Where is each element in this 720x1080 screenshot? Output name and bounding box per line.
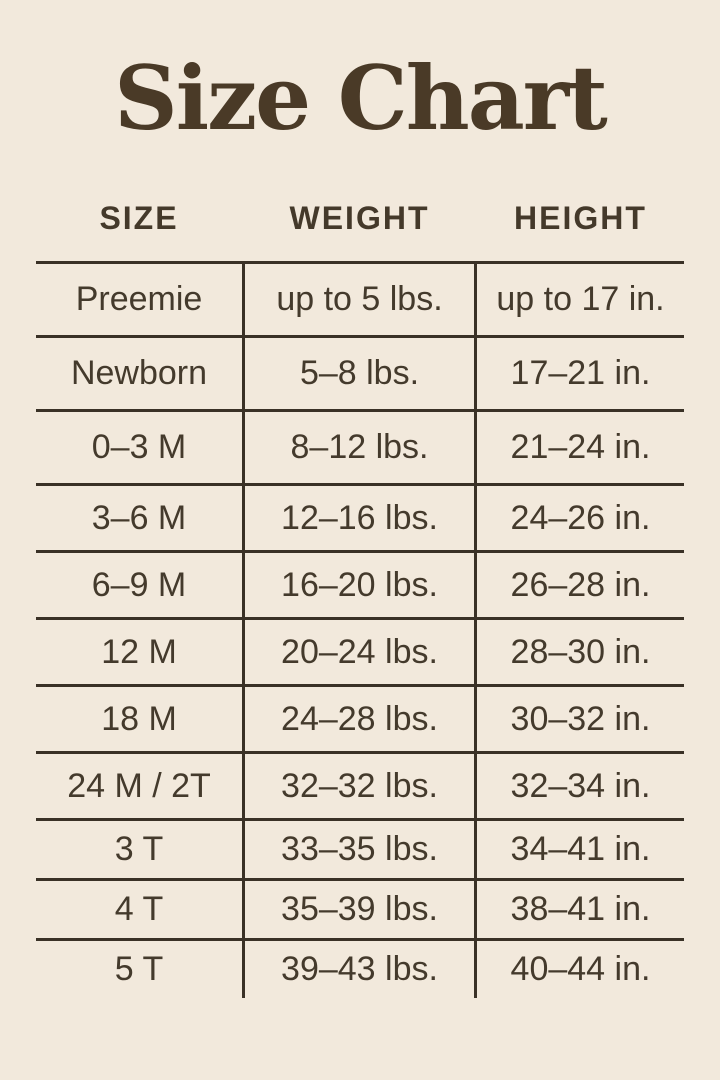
cell-height: 30–32 in. [510,699,651,738]
cell-height: 40–44 in. [510,950,651,988]
table-row-5t [36,938,684,998]
cell-height: 32–34 in. [510,766,651,805]
cell-weight: 35–39 lbs. [242,881,477,938]
cell-size: 12 M [101,632,177,671]
cell-weight: 16–20 lbs. [242,553,477,617]
table-row-4t [36,878,684,938]
table-row-3t [36,818,684,878]
cell-height: 26–28 in. [510,565,651,604]
cell-size: 3–6 M [91,498,187,537]
cell-weight: 39–43 lbs. [242,941,477,998]
table-header-row [36,200,684,236]
cell-size: Newborn [70,354,208,392]
table-row-18m [36,684,684,751]
table-row-newborn [36,335,684,409]
cell-size: 6–9 M [91,565,187,604]
table-row-24m-2t [36,751,684,818]
cell-weight: 5–8 lbs. [242,338,477,409]
cell-weight: 24–28 lbs. [242,687,477,751]
cell-weight: 12–16 lbs. [242,486,477,550]
cell-height: 34–41 in. [510,830,651,868]
column-header-weight: WEIGHT [289,199,430,236]
cell-size: 0–3 M [91,428,187,466]
cell-size: 18 M [101,699,177,738]
column-header-size: SIZE [99,199,179,236]
cell-weight: 32–32 lbs. [242,754,477,818]
table-row-preemie [36,261,684,335]
cell-weight: 33–35 lbs. [242,821,477,878]
cell-size: 5 T [114,950,164,988]
size-table [36,261,684,998]
table-row-0-3m [36,409,684,483]
column-header-height: HEIGHT [514,199,647,236]
cell-size: 4 T [114,890,164,928]
cell-size: Preemie [75,280,203,318]
table-row-3-6m [36,483,684,550]
cell-height: 17–21 in. [510,354,651,392]
page-title: Size Chart [114,46,606,150]
cell-size: 24 M / 2T [67,766,211,805]
cell-height: up to 17 in. [496,280,665,318]
table-row-12m [36,617,684,684]
cell-height: 24–26 in. [510,498,651,537]
cell-weight: 8–12 lbs. [242,412,477,483]
cell-height: 21–24 in. [510,428,651,466]
cell-weight: 20–24 lbs. [242,620,477,684]
cell-height: 38–41 in. [510,890,651,928]
table-row-6-9m [36,550,684,617]
cell-height: 28–30 in. [510,632,651,671]
cell-weight: up to 5 lbs. [242,264,477,335]
cell-size: 3 T [114,830,164,868]
